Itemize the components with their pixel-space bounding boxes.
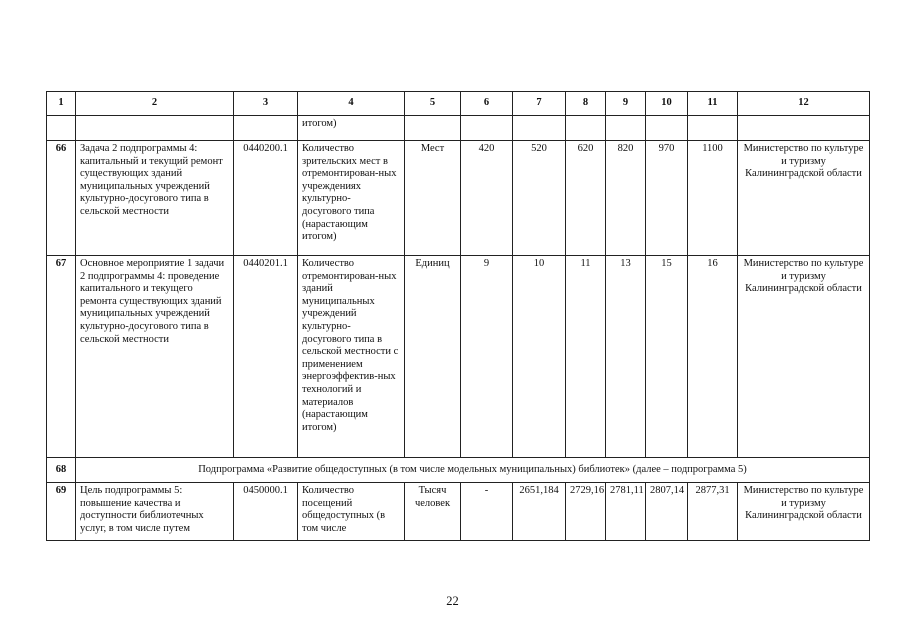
header-cell-2: 2	[76, 92, 234, 116]
executor-cell: Министерство по культуре и туризму Калининградской области	[738, 141, 870, 256]
unit-cell: Тысяч человек	[405, 483, 461, 541]
value-cell: 520	[513, 141, 566, 256]
value-cell: 820	[606, 141, 646, 256]
value-cell: 13	[606, 256, 646, 458]
value-cell: 2729,16	[566, 483, 606, 541]
table-row-continuation	[47, 116, 870, 141]
executor-cell: Министерство по культуре и туризму Калининградской области	[738, 483, 870, 541]
value-cell: 15	[646, 256, 688, 458]
value-cell: -	[461, 483, 513, 541]
code-cell: 0440200.1	[234, 141, 298, 256]
row-number: 67	[47, 256, 76, 458]
value-cell: 16	[688, 256, 738, 458]
unit-cell: Мест	[405, 141, 461, 256]
code-cell: 0450000.1	[234, 483, 298, 541]
value-cell: 620	[566, 141, 606, 256]
table-row-68	[47, 458, 870, 483]
code-cell: 0440201.1	[234, 256, 298, 458]
header-cell-5: 5	[405, 92, 461, 116]
header-cell-9: 9	[606, 92, 646, 116]
header-cell-3: 3	[234, 92, 298, 116]
header-cell-7: 7	[513, 92, 566, 116]
value-cell: 2807,14	[646, 483, 688, 541]
value-cell: 2651,184	[513, 483, 566, 541]
indicators-table	[46, 91, 870, 541]
table-row-66	[47, 141, 870, 256]
page-number: 22	[446, 594, 459, 608]
header-cell-1: 1	[47, 92, 76, 116]
header-row	[47, 92, 870, 116]
name-cell: Цель подпрограммы 5: повышение качества и доступности библиотечных услуг, в том числе путем	[76, 483, 234, 541]
value-cell: 420	[461, 141, 513, 256]
header-cell-11: 11	[688, 92, 738, 116]
name-cell: Основное мероприятие 1 задачи 2 подпрограммы 4: проведение капитального и текущего ремонта существующих зданий муниципальных учреждений культурно-досугового типа в сельской местности	[76, 256, 234, 458]
row-number: 69	[47, 483, 76, 541]
subprogram-title: Подпрограмма «Развитие общедоступных (в том числе модельных муниципальных) библиотек» (далее – подпрограмма 5)	[76, 458, 870, 483]
value-cell: 2877,31	[688, 483, 738, 541]
indicator-cell: Количество отремонтирован-ных зданий муниципальных учреждений культурно-досугового типа в сельской местности с применением энергоэффектив-ных технологий и материалов (нарастающим итогом)	[298, 256, 405, 458]
value-cell: 970	[646, 141, 688, 256]
row-number: 68	[47, 458, 76, 483]
header-cell-6: 6	[461, 92, 513, 116]
header-cell-4: 4	[298, 92, 405, 116]
header-cell-12: 12	[738, 92, 870, 116]
indicator-cell: итогом)	[298, 116, 405, 141]
name-cell: Задача 2 подпрограммы 4: капитальный и текущий ремонт существующих зданий муниципальных учреждений культурно-досугового типа в сельской местности	[76, 141, 234, 256]
header-cell-8: 8	[566, 92, 606, 116]
executor-cell: Министерство по культуре и туризму Калининградской области	[738, 256, 870, 458]
value-cell: 2781,11	[606, 483, 646, 541]
indicator-cell: Количество посещений общедоступных (в том числе	[298, 483, 405, 541]
unit-cell: Единиц	[405, 256, 461, 458]
table-row-69	[47, 483, 870, 541]
value-cell: 1100	[688, 141, 738, 256]
value-cell: 11	[566, 256, 606, 458]
header-cell-10: 10	[646, 92, 688, 116]
indicator-cell: Количество зрительских мест в отремонтирован-ных учреждениях культурно-досугового типа (нарастающим итогом)	[298, 141, 405, 256]
table-row-67	[47, 256, 870, 458]
value-cell: 9	[461, 256, 513, 458]
value-cell: 10	[513, 256, 566, 458]
row-number: 66	[47, 141, 76, 256]
